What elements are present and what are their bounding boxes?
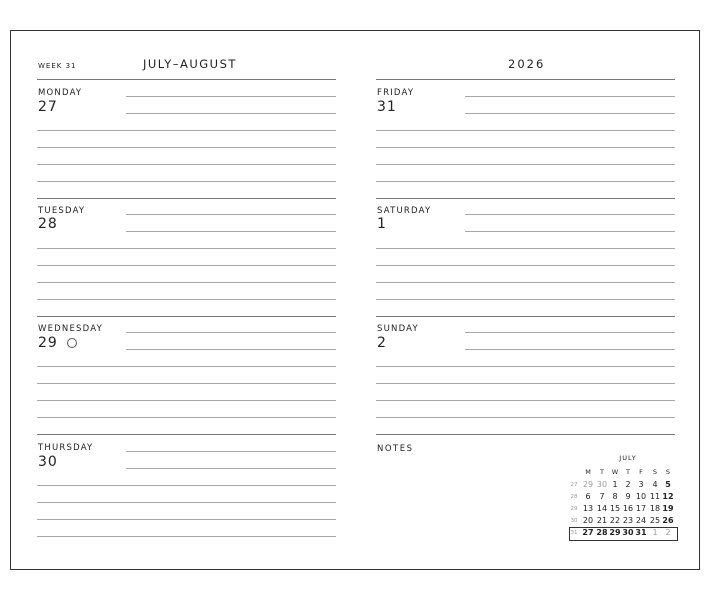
ruled-line (37, 316, 336, 317)
ruled-line (376, 248, 675, 249)
mini-calendar-day: 8 (612, 492, 618, 501)
mini-calendar-day: 15 (609, 504, 621, 513)
ruled-line (37, 164, 336, 165)
mini-calendar-week-number: 28 (570, 494, 578, 500)
ruled-line (376, 181, 675, 182)
mini-calendar-week-row (568, 491, 676, 503)
ruled-line (37, 198, 336, 199)
mini-calendar-day: 12 (662, 492, 674, 501)
day-name-monday: MONDAY (38, 88, 83, 98)
day-number-monday: 27 (38, 99, 58, 115)
ruled-line (126, 231, 336, 232)
ruled-line (37, 383, 336, 384)
ruled-line (126, 96, 336, 97)
day-name-friday: FRIDAY (377, 88, 415, 98)
ruled-line (126, 332, 336, 333)
mini-calendar-day: 25 (649, 516, 661, 525)
mini-calendar-day: 6 (585, 492, 591, 501)
mini-calendar-day: 13 (582, 504, 594, 513)
ruled-line (37, 299, 336, 300)
day-name-wednesday: WEDNESDAY (38, 324, 103, 334)
ruled-line (376, 147, 675, 148)
ruled-line (37, 502, 336, 503)
mini-calendar-day: 4 (652, 480, 658, 489)
mini-calendar-week-number: 30 (570, 518, 578, 524)
mini-calendar-week-number: 27 (570, 482, 578, 488)
ruled-line (37, 147, 336, 148)
ruled-line (37, 366, 336, 367)
mini-calendar-day: 2 (665, 528, 671, 537)
ruled-line (37, 485, 336, 486)
ruled-line (376, 316, 675, 317)
mini-calendar-day: 26 (662, 516, 674, 525)
ruled-line (37, 417, 336, 418)
month-range-title: JULY–AUGUST (143, 57, 237, 71)
ruled-line (37, 130, 336, 131)
week-number: WEEK 31 (38, 62, 77, 70)
mini-calendar-day: 29 (609, 528, 621, 537)
ruled-line (465, 349, 675, 350)
year-title: 2026 (508, 57, 546, 71)
full-moon-icon (67, 338, 77, 348)
ruled-line (376, 79, 675, 80)
mini-calendar-day: 24 (635, 516, 647, 525)
ruled-line (376, 400, 675, 401)
mini-calendar-day: 22 (609, 516, 621, 525)
mini-calendar-weekday: W (611, 468, 619, 476)
mini-calendar-day: 28 (596, 528, 608, 537)
mini-calendar-title: JULY (619, 454, 637, 462)
day-number-thursday: 30 (38, 454, 58, 470)
ruled-line (37, 282, 336, 283)
mini-calendar-day: 19 (662, 504, 674, 513)
ruled-line (465, 113, 675, 114)
mini-calendar-day: 27 (582, 528, 594, 537)
ruled-line (126, 468, 336, 469)
mini-calendar-day: 21 (596, 516, 608, 525)
current-week-highlight (569, 527, 678, 541)
day-name-thursday: THURSDAY (38, 443, 94, 453)
ruled-line (376, 130, 675, 131)
day-name-tuesday: TUESDAY (38, 206, 86, 216)
ruled-line (376, 417, 675, 418)
mini-calendar-day: 5 (665, 480, 671, 489)
ruled-line (376, 198, 675, 199)
day-name-sunday: SUNDAY (377, 324, 419, 334)
mini-calendar-day: 23 (622, 516, 634, 525)
mini-calendar-weekday: F (639, 468, 643, 476)
ruled-line (465, 332, 675, 333)
day-number-tuesday: 28 (38, 216, 58, 232)
mini-calendar-day: 1 (612, 480, 618, 489)
mini-calendar-weekday: S (652, 468, 658, 476)
mini-calendar-day: 1 (652, 528, 658, 537)
ruled-line (37, 400, 336, 401)
ruled-line (37, 536, 336, 537)
ruled-line (37, 519, 336, 520)
ruled-line (37, 265, 336, 266)
mini-calendar-day: 2 (625, 480, 631, 489)
mini-calendar-week-number: 29 (570, 506, 578, 512)
mini-calendar-day: 3 (638, 480, 644, 489)
ruled-line (37, 434, 336, 435)
mini-calendar-day: 18 (649, 504, 661, 513)
ruled-line (376, 366, 675, 367)
ruled-line (376, 164, 675, 165)
ruled-line (126, 214, 336, 215)
ruled-line (37, 181, 336, 182)
mini-calendar-weekday: T (600, 468, 604, 476)
ruled-line (465, 231, 675, 232)
mini-calendar-day: 11 (649, 492, 661, 501)
mini-calendar-day: 14 (596, 504, 608, 513)
ruled-line (126, 349, 336, 350)
ruled-line (376, 299, 675, 300)
mini-calendar-day: 29 (582, 480, 594, 489)
day-number-saturday: 1 (377, 216, 387, 232)
mini-calendar-week-row (568, 515, 676, 527)
mini-calendar-day: 30 (596, 480, 608, 489)
ruled-line (126, 451, 336, 452)
mini-calendar-day: 17 (635, 504, 647, 513)
ruled-line (376, 383, 675, 384)
mini-calendar-day: 7 (599, 492, 605, 501)
day-number-friday: 31 (377, 99, 397, 115)
ruled-line (465, 96, 675, 97)
day-number-sunday: 2 (377, 335, 387, 351)
ruled-line (376, 265, 675, 266)
notes-label: NOTES (377, 444, 414, 454)
mini-calendar-weekday-row (568, 466, 676, 478)
ruled-line (465, 214, 675, 215)
mini-calendar-day: 10 (635, 492, 647, 501)
ruled-line (126, 113, 336, 114)
mini-calendar-weekday: T (626, 468, 630, 476)
ruled-line (376, 282, 675, 283)
day-name-saturday: SATURDAY (377, 206, 432, 216)
mini-calendar-weekday: S (665, 468, 671, 476)
mini-calendar-day: 31 (635, 528, 647, 537)
mini-calendar-day: 20 (582, 516, 594, 525)
ruled-line (37, 248, 336, 249)
mini-calendar-day: 30 (622, 528, 634, 537)
ruled-line (376, 434, 675, 435)
mini-calendar-weekday: M (585, 468, 591, 476)
mini-calendar-day: 9 (625, 492, 631, 501)
mini-calendar-week-number: 31 (570, 530, 578, 536)
mini-calendar-week-row (568, 479, 676, 491)
mini-calendar-week-row (568, 503, 676, 515)
day-number-wednesday: 29 (38, 335, 58, 351)
mini-calendar-day: 16 (622, 504, 634, 513)
ruled-line (37, 79, 336, 80)
